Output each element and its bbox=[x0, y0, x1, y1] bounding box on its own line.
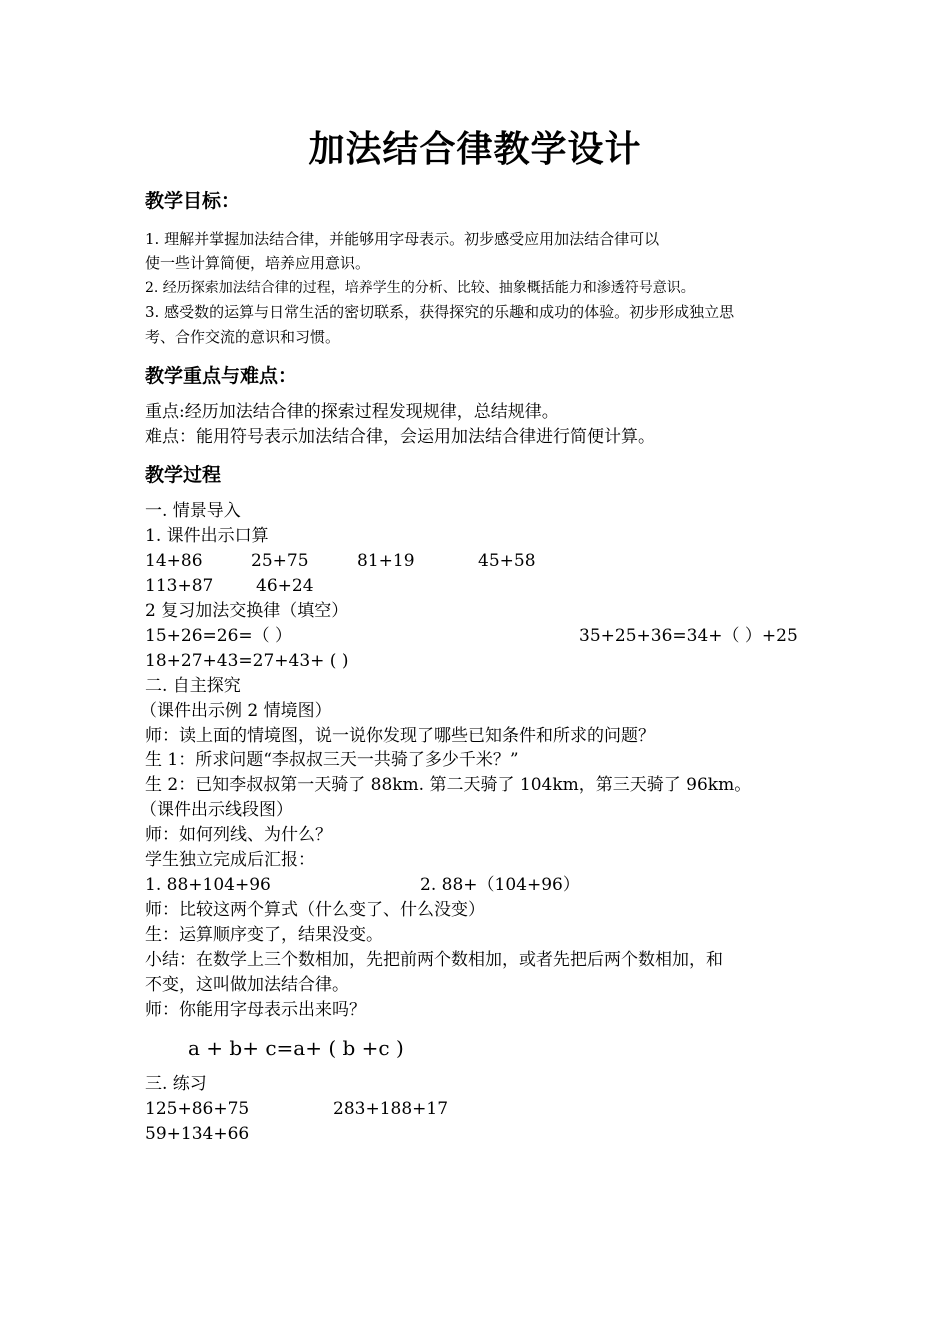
student-line-3: 生：运算顺序变了，结果没变。 bbox=[145, 925, 383, 945]
show-example-note: （课件出示例 2 情境图） bbox=[140, 701, 332, 721]
objective-1-line-2: 使一些计算简便，培养应用意识。 bbox=[145, 254, 371, 272]
teacher-line-3: 师：比较这两个算式（什么变了、什么没变） bbox=[145, 900, 485, 920]
objective-1-line-1: 1. 理解并掌握加法结合律，并能够用字母表示。初步感受应用加法结合律可以 bbox=[145, 230, 660, 248]
expression-2: 2. 88+（104+96） bbox=[420, 875, 580, 895]
summary-line-2: 不变，这叫做加法结合律。 bbox=[145, 975, 349, 995]
calc-item: 46+24 bbox=[256, 576, 314, 596]
calc-item: 14+86 bbox=[145, 551, 203, 571]
expression-1: 1. 88+104+96 bbox=[145, 875, 271, 895]
objectives-heading: 教学目标： bbox=[145, 190, 241, 212]
fill-in-3: 18+27+43=27+43+ ( ) bbox=[145, 651, 349, 671]
fill-in-1: 15+26=26=（ ） bbox=[145, 626, 293, 646]
show-segment-note: （课件出示线段图） bbox=[140, 800, 293, 820]
key-focus: 重点:经历加法结合律的探索过程发现规律，总结规律。 bbox=[145, 402, 559, 422]
objective-3-line-1: 3. 感受数的运算与日常生活的密切联系，获得探究的乐趣和成功的体验。初步形成独立思 bbox=[145, 303, 735, 321]
calc-item: 113+87 bbox=[145, 576, 214, 596]
section-3-title: 三. 练习 bbox=[145, 1074, 207, 1094]
fill-in-2: 35+25+36=34+（ ）+25 bbox=[579, 626, 798, 646]
teacher-line-2: 师：如何列线、为什么？ bbox=[145, 825, 332, 845]
teacher-line-1: 师：读上面的情境图，说一说你发现了哪些已知条件和所求的问题？ bbox=[145, 726, 655, 746]
document-title: 加法结合律教学设计 bbox=[308, 129, 642, 170]
objective-2: 2. 经历探索加法结合律的过程，培养学生的分析、比较、抽象概括能力和渗透符号意识。 bbox=[145, 280, 695, 296]
associative-formula: a + b+ c=a+ ( b +c ) bbox=[188, 1036, 404, 1060]
section-2-title: 二. 自主探究 bbox=[145, 676, 241, 696]
calc-item: 45+58 bbox=[478, 551, 536, 571]
review-item: 2 复习加法交换律（填空） bbox=[145, 601, 349, 621]
student-line-2: 生 2：已知李叔叔第一天骑了 88km. 第二天骑了 104km，第三天骑了 96km。 bbox=[145, 775, 752, 795]
teacher-line-4: 师：你能用字母表示出来吗？ bbox=[145, 1000, 366, 1020]
calc-item: 25+75 bbox=[251, 551, 309, 571]
calc-item: 81+19 bbox=[357, 551, 415, 571]
student-report: 学生独立完成后汇报： bbox=[145, 850, 315, 870]
section-1-title: 一. 情景导入 bbox=[145, 501, 241, 521]
student-line-1: 生 1：所求问题“李叔叔三天一共骑了多少千米？” bbox=[145, 750, 519, 770]
practice-item: 283+188+17 bbox=[333, 1099, 449, 1119]
practice-item: 59+134+66 bbox=[145, 1124, 250, 1144]
key-difficulty: 难点：能用符号表示加法结合律，会运用加法结合律进行简便计算。 bbox=[145, 427, 655, 447]
objective-3-line-2: 考、合作交流的意识和习惯。 bbox=[145, 328, 341, 346]
process-heading: 教学过程 bbox=[145, 464, 222, 486]
practice-item: 125+86+75 bbox=[145, 1099, 250, 1119]
key-points-heading: 教学重点与难点： bbox=[145, 365, 298, 387]
summary-line-1: 小结：在数学上三个数相加，先把前两个数相加，或者先把后两个数相加，和 bbox=[145, 950, 723, 970]
oral-calc-item: 1. 课件出示口算 bbox=[145, 526, 269, 546]
